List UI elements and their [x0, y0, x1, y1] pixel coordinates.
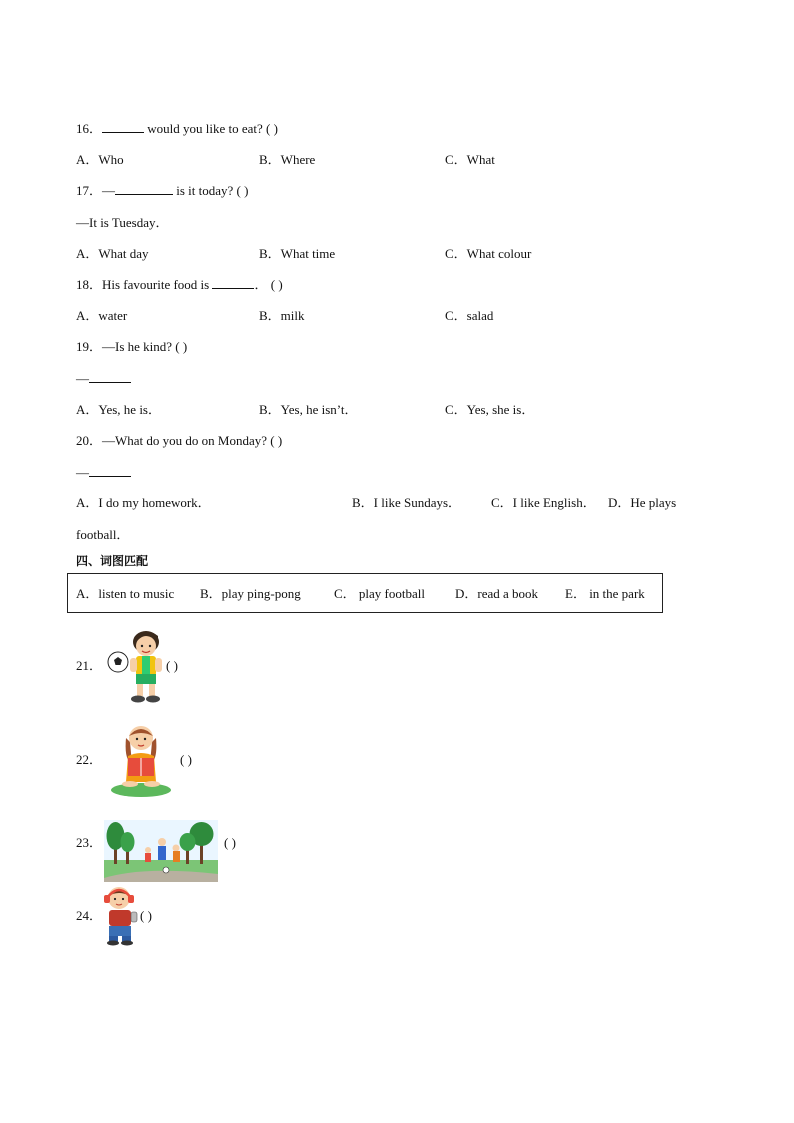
item-21-number: 21． [76, 658, 103, 673]
q19-reply-line [76, 371, 131, 387]
q19-reply-dash: — [76, 371, 89, 386]
q18-blank[interactable] [212, 277, 254, 289]
item-23-number: 23． [76, 835, 103, 850]
item-22-answer-parens[interactable]: ( ) [180, 752, 192, 767]
question-20-stem: 20．—What do you do on Monday? ( ) [76, 433, 283, 448]
q19-option-c[interactable]: C．Yes, she is． [445, 402, 535, 417]
girl-reading-picture [110, 720, 172, 798]
q16-number: 16． [76, 121, 103, 136]
q20-blank[interactable] [89, 465, 131, 477]
q20-option-b[interactable]: B．I like Sundays． [352, 495, 462, 510]
word-bank-d: D．read a book [455, 586, 539, 601]
item-23-answer-parens[interactable]: ( ) [224, 835, 236, 850]
boy-headphones-picture [101, 884, 141, 946]
q20-reply-dash: — [76, 465, 89, 480]
q19-option-b[interactable]: B．Yes, he isn’t． [259, 402, 358, 417]
q17-option-c[interactable]: C．What colour [445, 246, 532, 261]
q20-option-d-continued: football． [76, 527, 130, 542]
q20-option-c[interactable]: C．I like English． [491, 495, 596, 510]
item-21-answer-parens[interactable]: ( ) [166, 658, 178, 673]
q17-option-a[interactable]: A．What day [76, 246, 149, 261]
question-17-stem [76, 183, 248, 199]
park-picture [104, 820, 218, 882]
word-bank-box [67, 573, 663, 613]
q19-option-a[interactable]: A．Yes, he is． [76, 402, 161, 417]
q17-number: 17．— [76, 183, 116, 198]
q19-blank[interactable] [89, 371, 131, 383]
q17-option-b[interactable]: B．What time [259, 246, 336, 261]
q18-option-a[interactable]: A．water [76, 308, 128, 323]
q16-option-b[interactable]: B．Where [259, 152, 316, 167]
q20-reply-line [76, 465, 131, 481]
item-24-answer-parens[interactable]: ( ) [140, 908, 152, 923]
q16-option-c[interactable]: C．What [445, 152, 495, 167]
boy-football-picture [106, 626, 168, 706]
q16-blank[interactable] [102, 121, 144, 133]
word-bank-e: E． in the park [565, 586, 645, 601]
q16-option-a[interactable]: A．Who [76, 152, 124, 167]
q18-option-b[interactable]: B．milk [259, 308, 305, 323]
q17-text: is it today? ( ) [173, 183, 249, 198]
q18-text-a: 18．His favourite food is [76, 277, 213, 292]
question-18-stem [76, 277, 283, 293]
word-bank-c: C． play football [334, 586, 425, 601]
q16-text: would you like to eat? ( ) [144, 121, 278, 136]
word-bank-b: B．play ping-pong [200, 586, 301, 601]
word-bank-a: A．listen to music [76, 586, 175, 601]
q18-text-b: ． ( ) [254, 277, 283, 292]
item-24-number: 24． [76, 908, 103, 923]
question-19-stem: 19．—Is he kind? ( ) [76, 339, 188, 354]
q18-option-c[interactable]: C．salad [445, 308, 494, 323]
item-22-number: 22． [76, 752, 103, 767]
q20-option-d[interactable]: D．He plays [608, 495, 677, 510]
question-16-stem [76, 121, 278, 137]
q20-option-a[interactable]: A．I do my homework． [76, 495, 211, 510]
section-4-title: 四、词图匹配 [76, 554, 149, 568]
q17-blank[interactable] [115, 183, 173, 195]
q17-answer-line: —It is Tuesday． [76, 215, 169, 230]
